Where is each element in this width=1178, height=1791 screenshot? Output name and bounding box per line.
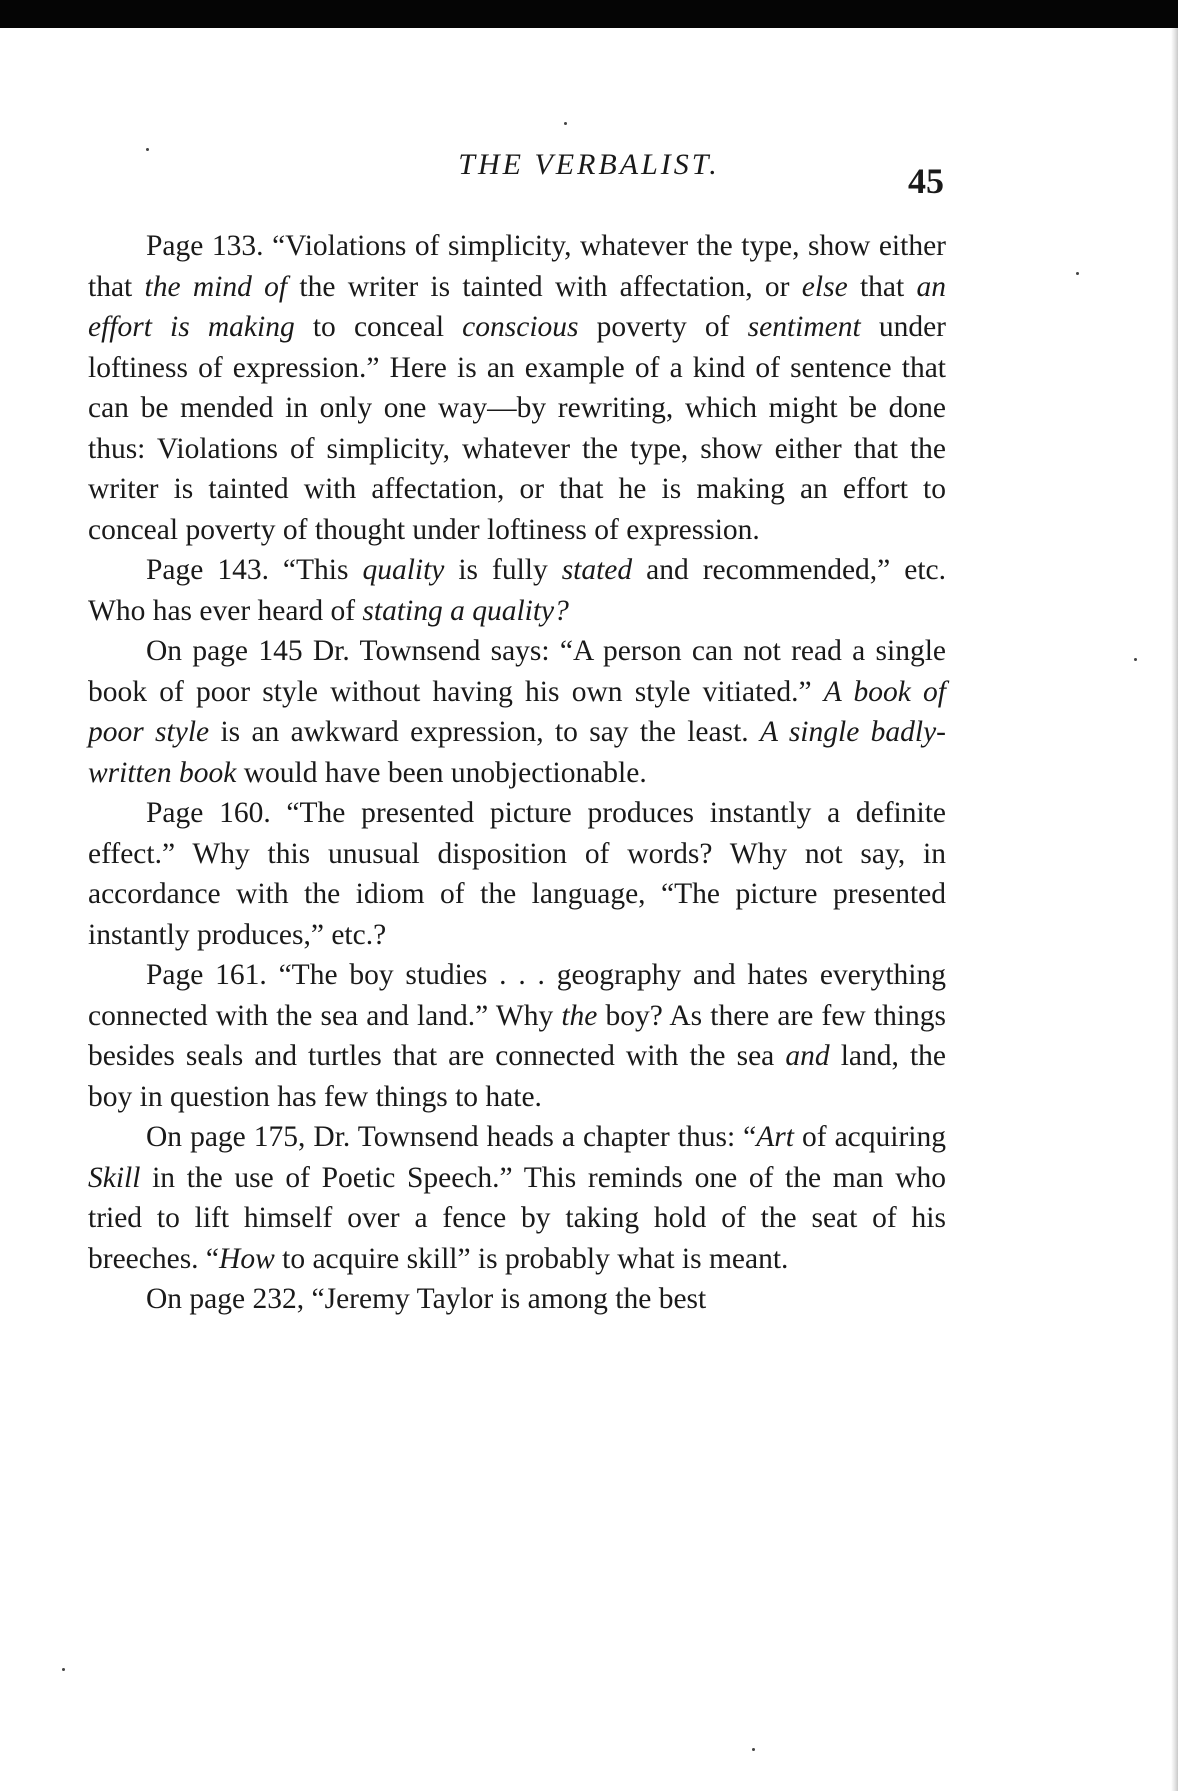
running-title: THE VERBALIST.: [458, 148, 720, 181]
text-run: to acquire skill” is probably what is meant.: [274, 1242, 789, 1275]
text-run: to conceal: [294, 311, 463, 343]
italic-run: Art: [756, 1121, 794, 1153]
text-run: poverty of: [578, 311, 748, 343]
scan-speck: [564, 122, 567, 125]
text-run: On page 232, “Jeremy Taylor is among the best: [146, 1283, 707, 1315]
page-number: 45: [908, 161, 944, 201]
text-run: the writer is tainted with affectation, or: [287, 270, 802, 303]
paragraph: [88, 955, 946, 1117]
text-run: would have been unobjectionable.: [236, 756, 647, 789]
paragraph: [88, 631, 946, 793]
text-run: and recommended,” etc. Who has ever heard of: [88, 554, 946, 627]
text-run: Page 143. “This: [146, 554, 363, 586]
scan-speck: [62, 1668, 65, 1671]
text-run: Page 133. “Violations of simplicity, whatever the type, show either that: [88, 230, 946, 303]
italic-run: else: [801, 270, 848, 303]
scan-speck: [752, 1748, 755, 1751]
text-run: Page 160. “The presented picture produces instantly a definite effect.” Why this unusual disposition of words? Why not say, in accordance with the idiom of the language, “The picture presented instantly produces,” etc.?: [88, 797, 946, 951]
italic-run: A single badly-written book: [88, 716, 946, 789]
italic-run: conscious: [462, 311, 579, 343]
italic-run: stated: [561, 554, 633, 586]
paragraph: [88, 793, 946, 955]
text-run: boy? As there are few things besides seals and turtles that are connected with the sea: [88, 999, 946, 1072]
italic-run: Skill: [88, 1161, 141, 1194]
text-run: under loftiness of expression.” Here is an example of a kind of sentence that can be mended in only one way—by rewriting, which might be done thus: Violations of simplicity, whatever the type, show either that the writer is tainted with affectation, or that he is making an effort to conceal poverty of thought under loftiness of expression.: [88, 311, 946, 546]
scan-right-edge: [1171, 28, 1178, 1791]
scan-speck: [1076, 272, 1079, 275]
text-run: is an awkward expression, to say the least.: [209, 716, 761, 748]
italic-run: an effort is making: [88, 270, 946, 343]
text-run: is fully: [444, 554, 562, 586]
text-run: land, the boy in question has few things to hate.: [88, 1040, 946, 1113]
italic-run: the: [561, 999, 598, 1032]
italic-run: A book of poor style: [88, 675, 946, 748]
scan-speck: [1134, 658, 1137, 661]
paragraph: [88, 1279, 946, 1320]
text-run: of acquiring: [793, 1121, 946, 1153]
paragraph: [88, 226, 946, 550]
text-run: On page 175, Dr. Townsend heads a chapter thus: “: [146, 1121, 757, 1153]
text-run: that: [847, 270, 917, 303]
paragraph: [88, 1117, 946, 1279]
scan-top-border: [0, 0, 1178, 28]
italic-run: How: [219, 1242, 275, 1275]
text-run: On page 145 Dr. Townsend says: “A person can not read a single book of poor style without having his own style vitiated.”: [88, 635, 946, 708]
body-text: [88, 226, 946, 1320]
italic-run: quality: [362, 554, 445, 586]
italic-run: sentiment: [747, 311, 861, 343]
paragraph: [88, 550, 946, 631]
italic-run: and: [785, 1040, 830, 1072]
italic-run: the mind of: [144, 270, 288, 303]
text-run: in the use of Poetic Speech.” This reminds one of the man who tried to lift himself over a fence by taking hold of the seat of his breeches. “: [88, 1161, 946, 1275]
text-run: Page 161. “The boy studies . . . geography and hates everything connected with the sea and land.” Why: [88, 959, 946, 1032]
italic-run: stating a quality?: [362, 594, 569, 627]
